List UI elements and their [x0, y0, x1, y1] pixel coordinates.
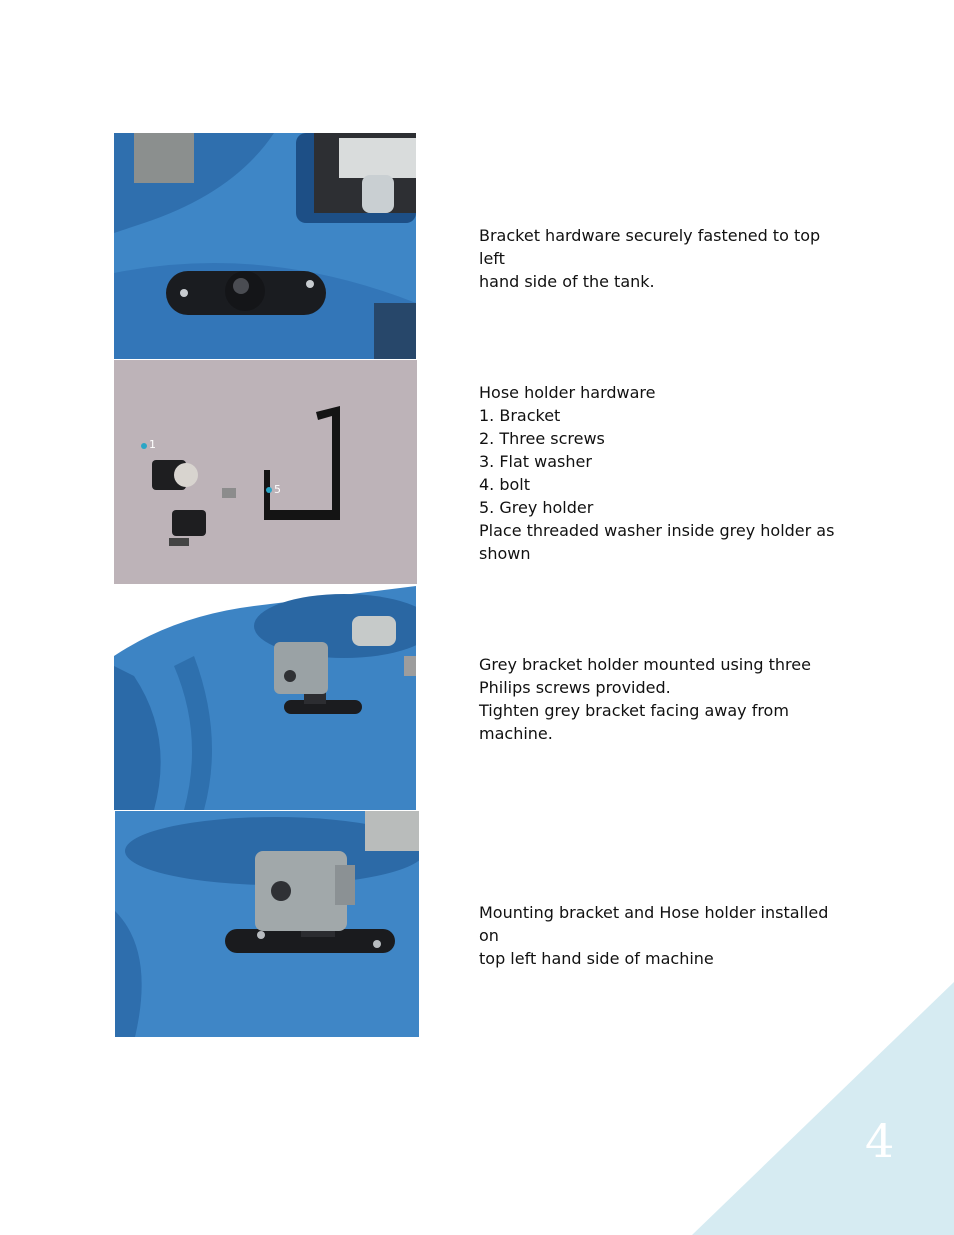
caption-step-4 [479, 901, 849, 970]
caption-line: 1. Bracket [479, 406, 561, 425]
caption-step-1 [479, 224, 849, 293]
part-label-5: 5 [274, 483, 281, 496]
photo-installed-closeup [115, 811, 419, 1037]
caption-line: hand side of the tank. [479, 272, 655, 291]
caption-line: shown [479, 544, 531, 563]
caption-line: Philips screws provided. [479, 678, 671, 697]
caption-line: 5. Grey holder [479, 498, 594, 517]
caption-line: Grey bracket holder mounted using three [479, 655, 811, 674]
caption-line: Hose holder hardware [479, 383, 656, 402]
corner-triangle [692, 982, 954, 1235]
caption-step-2 [479, 381, 849, 565]
caption-line: Place threaded washer inside grey holder as [479, 521, 835, 540]
part-label-1: 1 [149, 438, 156, 451]
caption-line: Mounting bracket and Hose holder installed on [479, 903, 829, 945]
caption-line: machine. [479, 724, 553, 743]
caption-line: Tighten grey bracket facing away from [479, 701, 789, 720]
caption-line: 4. bolt [479, 475, 531, 494]
caption-line: top left hand side of machine [479, 949, 714, 968]
page-number: 4 [865, 1114, 895, 1168]
photo-hose-holder-hardware [114, 360, 417, 584]
caption-line: 3. Flat washer [479, 452, 592, 471]
photo-grey-holder-mounted [114, 586, 416, 810]
photo-bracket-on-tank [114, 133, 416, 359]
caption-step-3 [479, 653, 849, 745]
caption-line: 2. Three screws [479, 429, 605, 448]
caption-line: Bracket hardware securely fastened to top left [479, 226, 821, 268]
